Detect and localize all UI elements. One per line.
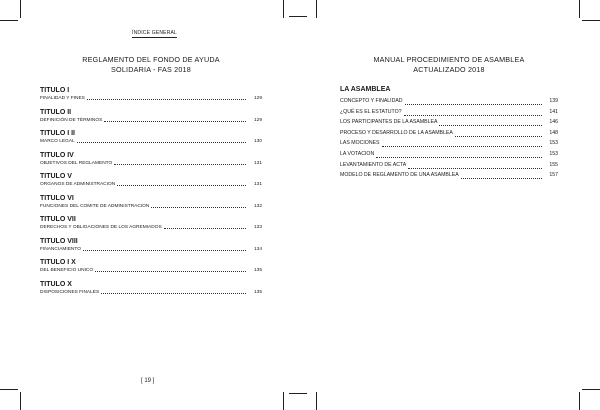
toc-entry[interactable] [340,107,558,118]
toc-entry[interactable] [40,224,262,231]
toc-entry-label: DERECHOS Y OBLIGACIONES DE LOS AGREMIADOS [40,225,162,230]
toc-entry-label: DEL BENEFICIO UNICO [40,268,94,273]
toc-entry-page: 153 [549,140,558,147]
toc-entry-label: LAS MOCIONES [340,140,380,147]
section-heading: TITULO X [40,280,72,288]
toc-entry[interactable] [40,289,262,296]
toc-entry-page: 131 [253,160,262,166]
toc-entry-label: LOS PARTICIPANTES DE LA ASAMBLEA [340,119,438,126]
right-toc-column [340,55,558,181]
toc-entry-page: 135 [253,268,262,273]
section-heading: TITULO I X [40,259,76,266]
crop-mark [316,0,317,18]
toc-entry-page: 129 [253,96,262,101]
dot-leader [117,185,246,186]
crop-mark [289,16,307,17]
dot-leader [405,104,542,105]
toc-entry[interactable] [40,95,262,102]
crop-mark [0,389,18,390]
toc-entry-label: ¿QUÉ ES EL ESTATUTO? [340,108,402,115]
toc-section [40,109,262,124]
index-header-tag: ÍNDICE GENERAL [132,30,178,36]
toc-entry-page: 133 [253,225,262,230]
crop-mark [20,392,21,410]
dot-leader [404,115,543,116]
toc-entry-label: PROCESO Y DESARROLLO DE LA ASAMBLEA [340,129,453,136]
toc-entry-page: 155 [549,161,558,168]
toc-section [40,259,262,274]
dot-leader [461,178,542,179]
toc-entry-page: 148 [549,129,558,136]
toc-entry-page: 129 [253,117,262,123]
dot-leader [114,164,246,165]
toc-entry-page: 141 [549,108,558,115]
section-heading: TITULO V [40,173,72,180]
crop-mark [283,0,284,18]
toc-entry-label: FINALIDAD Y FINES [40,96,85,101]
toc-entry[interactable] [340,170,558,181]
crop-mark [316,392,317,410]
section-heading: LA ASAMBLEA [340,86,391,93]
section-heading: TITULO II [40,108,72,116]
right-title-line1: MANUAL PROCEDIMIENTO DE ASAMBLEA [373,55,525,64]
dot-leader [95,271,246,272]
toc-section [40,87,262,102]
toc-section [40,195,262,210]
toc-entry-page: 130 [253,139,262,144]
dot-leader [164,228,246,229]
crop-mark [582,389,600,390]
toc-entry[interactable] [340,96,558,107]
toc-entry[interactable] [40,267,262,274]
toc-entry[interactable] [340,128,558,139]
toc-entry-label: ORGANOS DE ADMINISTRACION [40,182,116,187]
toc-entry-page: 134 [253,246,262,252]
toc-section [40,281,262,296]
toc-entry[interactable] [340,160,558,171]
left-column-title [40,55,262,75]
dot-leader [151,207,246,208]
dot-leader [101,293,246,294]
dot-leader [439,125,542,126]
toc-entry-page: 132 [253,203,262,209]
toc-entry[interactable] [40,160,262,167]
toc-section [40,173,262,188]
crop-mark [582,20,600,21]
toc-entry-page: 153 [549,150,558,157]
crop-mark [289,393,307,394]
toc-entry-label: OBJETIVOS DEL REGLAMENTO [40,160,113,166]
section-heading: TITULO IV [40,151,74,159]
toc-entry[interactable] [340,149,558,160]
section-heading: TITULO VIII [40,237,78,245]
toc-entry[interactable] [40,138,262,145]
left-title-line1: REGLAMENTO DEL FONDO DE AYUDA [82,55,220,64]
toc-entry[interactable] [40,181,262,188]
left-title-line2: SOLIDARIA - FAS 2018 [111,65,191,74]
right-title-line2: ACTUALIZADO 2018 [413,65,485,74]
right-column-title [340,55,558,75]
section-heading: TITULO I II [40,130,75,137]
crop-mark [0,20,18,21]
toc-entry-label: FINANCIAMIENTO [40,246,81,252]
toc-section [40,152,262,167]
toc-entry-label: MODELO DE REGLAMENTO DE UNA ASAMBLEA [340,172,459,179]
toc-section [40,130,262,145]
page-number: [ 19 ] [141,378,155,384]
toc-entry-label: MARCO LEGAL [40,139,75,144]
toc-entry-page: 146 [549,119,558,126]
left-toc-column [40,55,262,302]
toc-section [40,238,262,253]
dot-leader [77,142,246,143]
crop-mark [579,392,580,410]
crop-mark [579,0,580,18]
toc-entry[interactable] [40,246,262,253]
toc-entry-label: CONCEPTO Y FINALIDAD [340,98,403,104]
toc-entry-page: 157 [549,172,558,179]
section-heading: TITULO VII [40,216,76,223]
crop-mark [283,392,284,410]
toc-entry-label: LA VOTACION [340,150,375,157]
toc-entry[interactable] [40,117,262,124]
crop-mark [20,0,21,18]
toc-entry-label: LEVANTAMIENTO DE ACTA [340,161,407,168]
dot-leader [382,146,543,147]
section-heading: TITULO I [40,87,70,94]
toc-entry[interactable] [40,203,262,210]
toc-entry[interactable] [340,138,558,149]
dot-leader [83,250,246,251]
toc-entry-page: 135 [253,289,262,295]
toc-entry-label: DISPOSICIONES FINALES [40,289,100,295]
dot-leader [376,157,542,158]
toc-entry-page: 131 [253,182,262,187]
dot-leader [87,99,246,100]
toc-entry-page: 139 [549,98,558,104]
dot-leader [455,136,542,137]
toc-entry-label: FUNCIONES DEL COMITE DE ADMINISTRACION [40,203,150,209]
dot-leader [408,168,542,169]
dot-leader [104,121,246,122]
section-heading: TITULO VI [40,194,74,202]
toc-entry[interactable] [340,117,558,128]
toc-section [40,216,262,231]
toc-entry-label: DEFINICIÓN DE TÉRMINOS [40,117,103,123]
